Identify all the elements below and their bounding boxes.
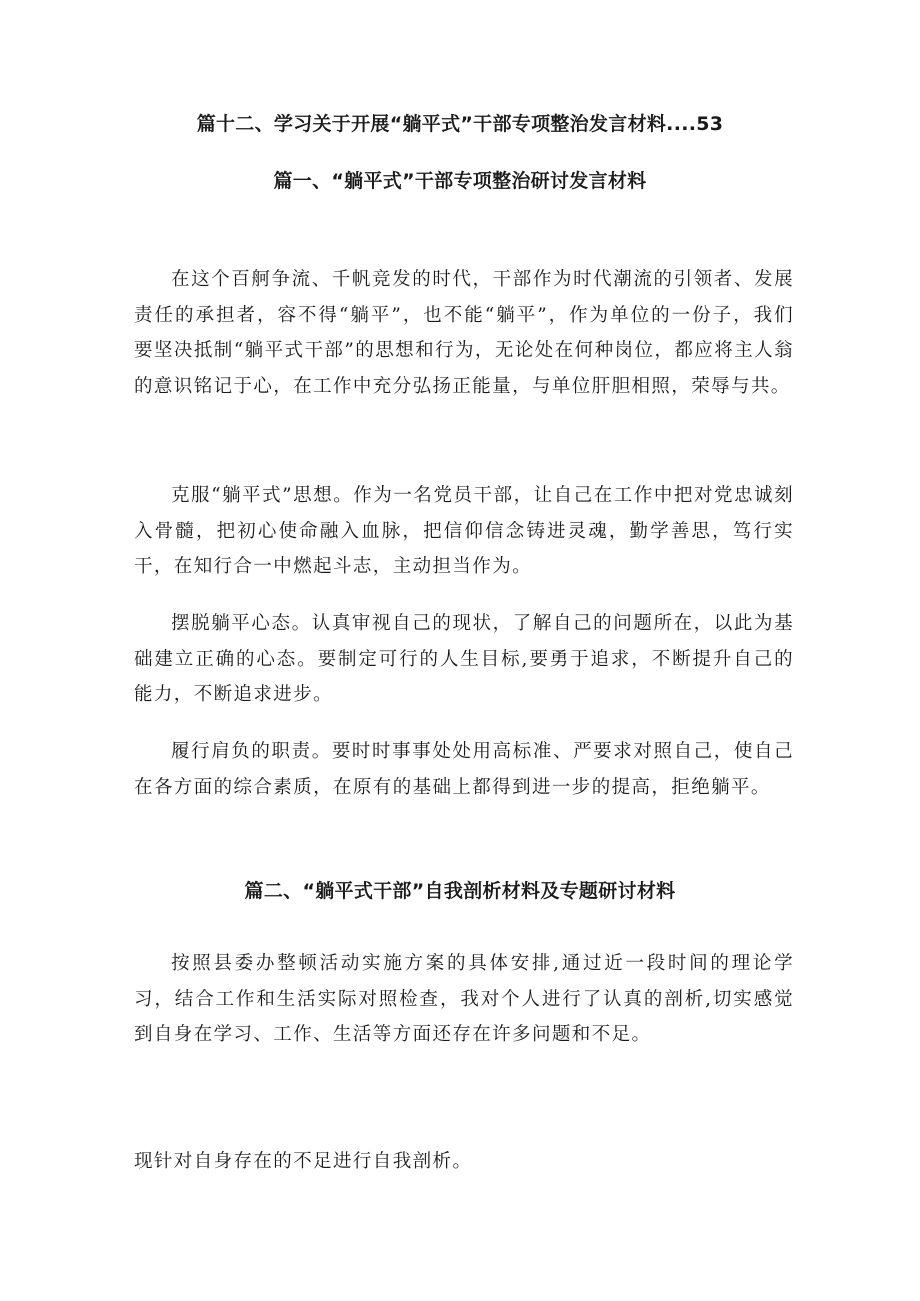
section-2-paragraph-1: 按照县委办整顿活动实施方案的具体安排,通过近一段时间的理论学习，结合工作和生活实际对照检查，我对个人进行了认真的剖析,切实感觉到自身在学习、工作、生活等方面还存在许多问题和不足。 <box>134 953 794 1045</box>
toc-entry: 篇十二、学习关于开展“躺平式”干部专项整治发言材料....53 <box>196 113 724 135</box>
section-1-title: 篇一、“躺平式”干部专项整治研讨发言材料 <box>273 170 647 192</box>
section-2-paragraph-2: 现针对自身存在的不足进行自我剖析。 <box>134 1151 473 1172</box>
section-1-paragraph-2: 克服“躺平式”思想。作为一名党员干部，让自己在工作中把对党忠诚刻入骨髓，把初心使命融入血脉，把信仰信念铸进灵魂，勤学善思，笃行实干，在知行合一中燃起斗志，主动担当作为。 <box>134 485 794 577</box>
section-2-title: 篇二、“躺平式干部”自我剖析材料及专题研讨材料 <box>244 880 676 902</box>
section-1-paragraph-4: 履行肩负的职责。要时时事事处处用高标准、严要求对照自己，使自己在各方面的综合素质，在原有的基础上都得到进一步的提高，拒绝躺平。 <box>134 741 794 798</box>
section-1-paragraph-3: 摆脱躺平心态。认真审视自己的现状，了解自己的问题所在，以此为基础建立正确的心态。要制定可行的人生目标,要勇于追求，不断提升自己的能力，不断追求进步。 <box>134 613 794 705</box>
section-1-paragraph-1: 在这个百舸争流、千帆竞发的时代，干部作为时代潮流的引领者、发展责任的承担者，容不得“躺平”，也不能“躺平”，作为单位的一份子，我们要坚决抵制“躺平式干部”的思想和行为，无论处在何种岗位，都应将主人翁的意识铭记于心，在工作中充分弘扬正能量，与单位肝胆相照，荣辱与共。 <box>134 269 794 397</box>
